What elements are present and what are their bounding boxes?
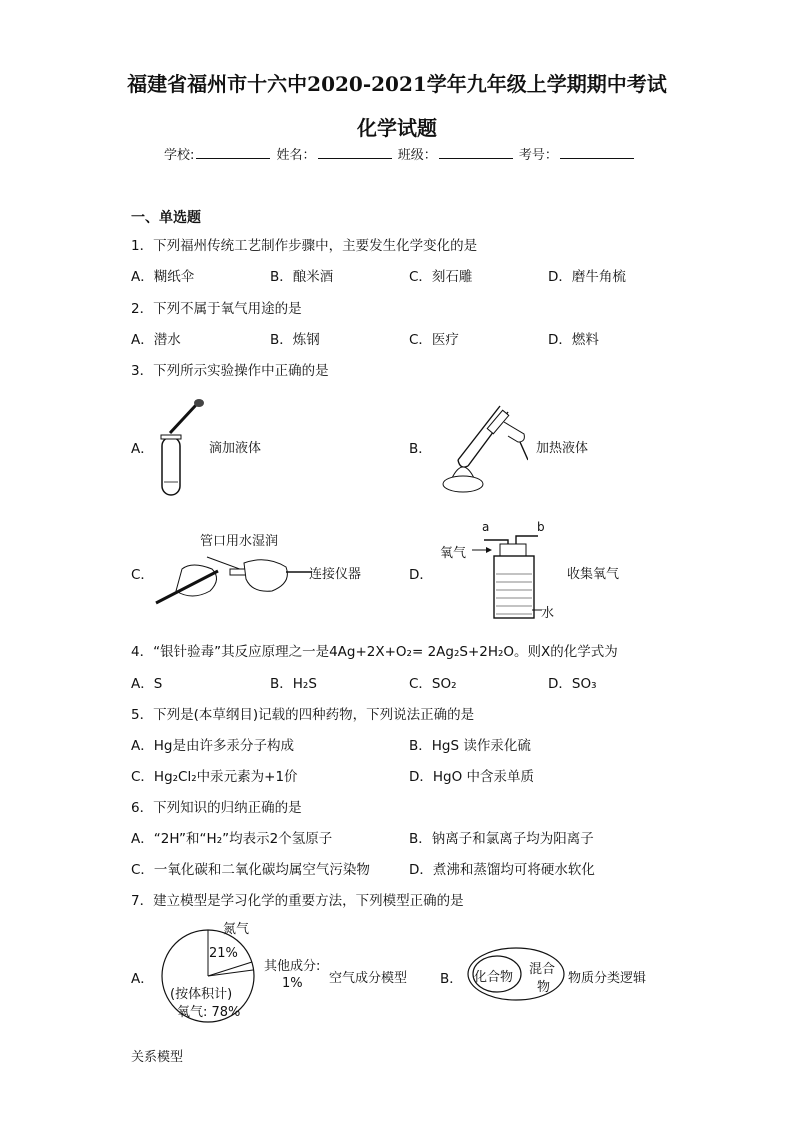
school-blank[interactable] <box>196 146 270 159</box>
question-6-stem: 6．下列知识的归纳正确的是 <box>131 800 302 816</box>
class-blank[interactable] <box>439 146 513 159</box>
hand-holding <box>504 422 524 442</box>
pie-label-1: 1% <box>282 976 303 991</box>
student-info-line <box>164 144 636 163</box>
q5-option-d[interactable]: D．HgO 中含汞单质 <box>409 769 535 785</box>
q1-option-b[interactable]: B．酿米酒 <box>270 269 334 285</box>
q2-option-d[interactable]: D．燃料 <box>548 332 599 348</box>
label-air-model: 空气成分模型 <box>329 971 408 986</box>
q6-option-d[interactable]: D．煮沸和蒸馏均可将硬水软化 <box>409 862 595 878</box>
name-blank[interactable] <box>318 146 392 159</box>
label-classification-logic: 物质分类逻辑 <box>568 971 647 986</box>
venn-label-mixture-1: 混合 <box>529 962 556 977</box>
q3-option-c[interactable]: C． <box>131 567 154 583</box>
connecting-apparatus-figure <box>152 549 312 607</box>
label-drip-liquid: 滴加液体 <box>209 441 262 456</box>
q6-option-b[interactable]: B．钠离子和氯离子均为阳离子 <box>409 831 594 847</box>
q3-option-d[interactable]: D． <box>409 567 433 583</box>
dropper-bulb <box>194 399 204 407</box>
label-wet-tube-mouth: 管口用水湿润 <box>200 534 279 549</box>
q7-option-b[interactable]: B． <box>440 971 463 987</box>
left-hand <box>176 565 217 596</box>
venn-label-mixture-2: 物 <box>537 980 551 995</box>
question-5-stem: 5．下列是(本草纲目)记载的四种药物，下列说法正确的是 <box>131 707 475 723</box>
number-blank[interactable] <box>560 146 634 159</box>
q4-option-a[interactable]: A．S <box>131 676 163 692</box>
q2-option-c[interactable]: C．医疗 <box>409 332 459 348</box>
bottle-stopper <box>500 544 526 556</box>
pie-label-oxygen: 氧气: 78% <box>177 1005 241 1020</box>
exam-subtitle: 化学试题 <box>357 116 437 140</box>
pie-label-by-volume: (按体积计) <box>170 987 233 1002</box>
question-2-stem: 2．下列不属于氧气用途的是 <box>131 301 302 317</box>
label-water: 水 <box>541 606 555 621</box>
dropper-tube <box>170 405 196 433</box>
q3-option-a[interactable]: A． <box>131 441 154 457</box>
question-3-stem: 3．下列所示实验操作中正确的是 <box>131 363 329 379</box>
question-4-stem: 4．“银针验毒”其反应原理之一是4Ag+2X+O₂= 2Ag₂S+2H₂O。则X的化学式为 <box>131 644 618 660</box>
tube-mouth <box>161 435 181 439</box>
test-tube-holder <box>487 410 509 434</box>
question-1-stem: 1．下列福州传统工艺制作步骤中，主要发生化学变化的是 <box>131 238 478 254</box>
class-label: 班级： <box>397 148 437 163</box>
arrow-head <box>486 547 492 553</box>
dropper-test-tube-figure <box>150 397 210 499</box>
holder-handle <box>520 442 528 460</box>
gas-bottle <box>494 556 534 618</box>
label-connect-apparatus: 连接仪器 <box>309 567 362 582</box>
q5-option-a[interactable]: A．Hg是由许多汞分子构成 <box>131 738 294 754</box>
q2-option-a[interactable]: A．潜水 <box>131 332 181 348</box>
venn-label-compound: 化合物 <box>474 970 514 985</box>
label-collect-oxygen: 收集氧气 <box>567 567 620 582</box>
question-7-stem: 7．建立模型是学习化学的重要方法，下列模型正确的是 <box>131 893 464 909</box>
q4-option-d[interactable]: D．SO₃ <box>548 676 597 692</box>
label-oxygen-in: 氧气 <box>440 546 467 561</box>
heating-liquid-figure <box>428 398 528 496</box>
q7-option-a[interactable]: A． <box>131 971 154 987</box>
q1-option-c[interactable]: C．刻石雕 <box>409 269 473 285</box>
section-heading: 一、单选题 <box>131 210 201 226</box>
q1-option-a[interactable]: A．糊纸伞 <box>131 269 195 285</box>
exam-title: 福建省福州市十六中2020-2021学年九年级上学期期中考试 <box>127 72 667 96</box>
alcohol-lamp <box>443 476 483 492</box>
label-port-b: b <box>537 520 545 534</box>
pie-label-nitrogen: 氮气 <box>223 922 250 937</box>
q6-option-a[interactable]: A．“2H”和“H₂”均表示2个氢原子 <box>131 831 333 847</box>
number-label: 考号： <box>518 148 558 163</box>
q5-option-c[interactable]: C．Hg₂Cl₂中汞元素为+1价 <box>131 769 298 785</box>
gas-collection-bottle-figure <box>470 534 550 620</box>
q5-option-b[interactable]: B．HgS 读作汞化硫 <box>409 738 531 754</box>
right-hand <box>244 560 287 591</box>
label-relation-model: 关系模型 <box>131 1050 184 1065</box>
test-tube-shape <box>162 437 180 495</box>
q1-option-d[interactable]: D．磨牛角梳 <box>548 269 626 285</box>
school-label: 学校: <box>164 148 195 163</box>
tube-bottom <box>458 460 468 467</box>
q4-option-c[interactable]: C．SO₂ <box>409 676 457 692</box>
label-heat-liquid: 加热液体 <box>536 441 589 456</box>
pie-label-other: 其他成分: <box>264 959 321 974</box>
q6-option-c[interactable]: C．一氧化碳和二氧化碳均属空气污染物 <box>131 862 370 878</box>
pie-label-21: 21% <box>209 946 238 961</box>
label-port-a: a <box>482 520 490 534</box>
q4-option-b[interactable]: B．H₂S <box>270 676 317 692</box>
q3-option-b[interactable]: B． <box>409 441 432 457</box>
q2-option-b[interactable]: B．炼钢 <box>270 332 320 348</box>
name-label: 姓名： <box>276 148 316 163</box>
